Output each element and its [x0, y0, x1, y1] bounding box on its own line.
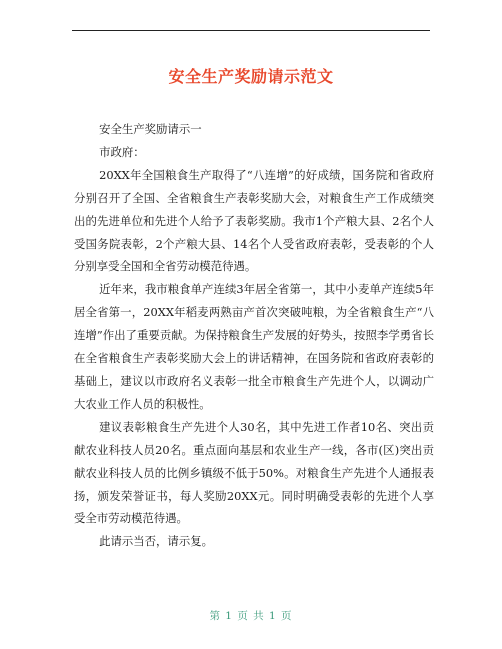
salutation: 市政府： [99, 144, 145, 159]
header-rule [72, 30, 430, 31]
paragraph-1: 20XX年全国粮食生产取得了“八连增”的好成绩，国务院和省政府分别召开了全国、全省粮食生产表彰奖励大会，对粮食生产工作成绩突出的先进单位和先进个人给予了表彰奖励。我市1个产粮大县、2名个人受国务院表彰，2个产粮大县、14名个人受省政府表彰，受表彰的个人分别享受全国和全省劳动模范待遇。 [74, 167, 434, 274]
closing-line: 此请示当否，请示复。 [99, 534, 213, 549]
paragraph-2: 近年来，我市粮食单产连续3年居全省第一，其中小麦单产连续5年居全省第一，20XX年稻麦两熟亩产首次突破吨粮，为全省粮食生产“八连增”作出了重要贡献。为保持粮食生产发展的好势头，按照李学勇省长在全省粮食生产表彰奖励大会上的讲话精神，在国务院和省政府表彰的基础上，建议以市政府名义表彰一批全市粮食生产先进个人，以调动广大农业工作人员的积极性。 [74, 282, 434, 411]
section-heading: 安全生产奖励请示一 [99, 122, 202, 136]
paragraph-3: 建议表彰粮食生产先进个人30名，其中先进工作者10名、突出贡献农业科技人员20名。重点面向基层和农业生产一线，各市(区)突出贡献农业科技人员的比例乡镇级不低于50%。对粮食生产先进个人通报表扬，颁发荣誉证书，每人奖励20XX元。同时明确受表彰的先进个人享受全市劳动模范待遇。 [74, 419, 434, 526]
document-body [74, 118, 434, 553]
document-title: 安全生产奖励请示范文 [168, 67, 334, 86]
page-number: 第 1 页 共 1 页 [209, 610, 293, 622]
